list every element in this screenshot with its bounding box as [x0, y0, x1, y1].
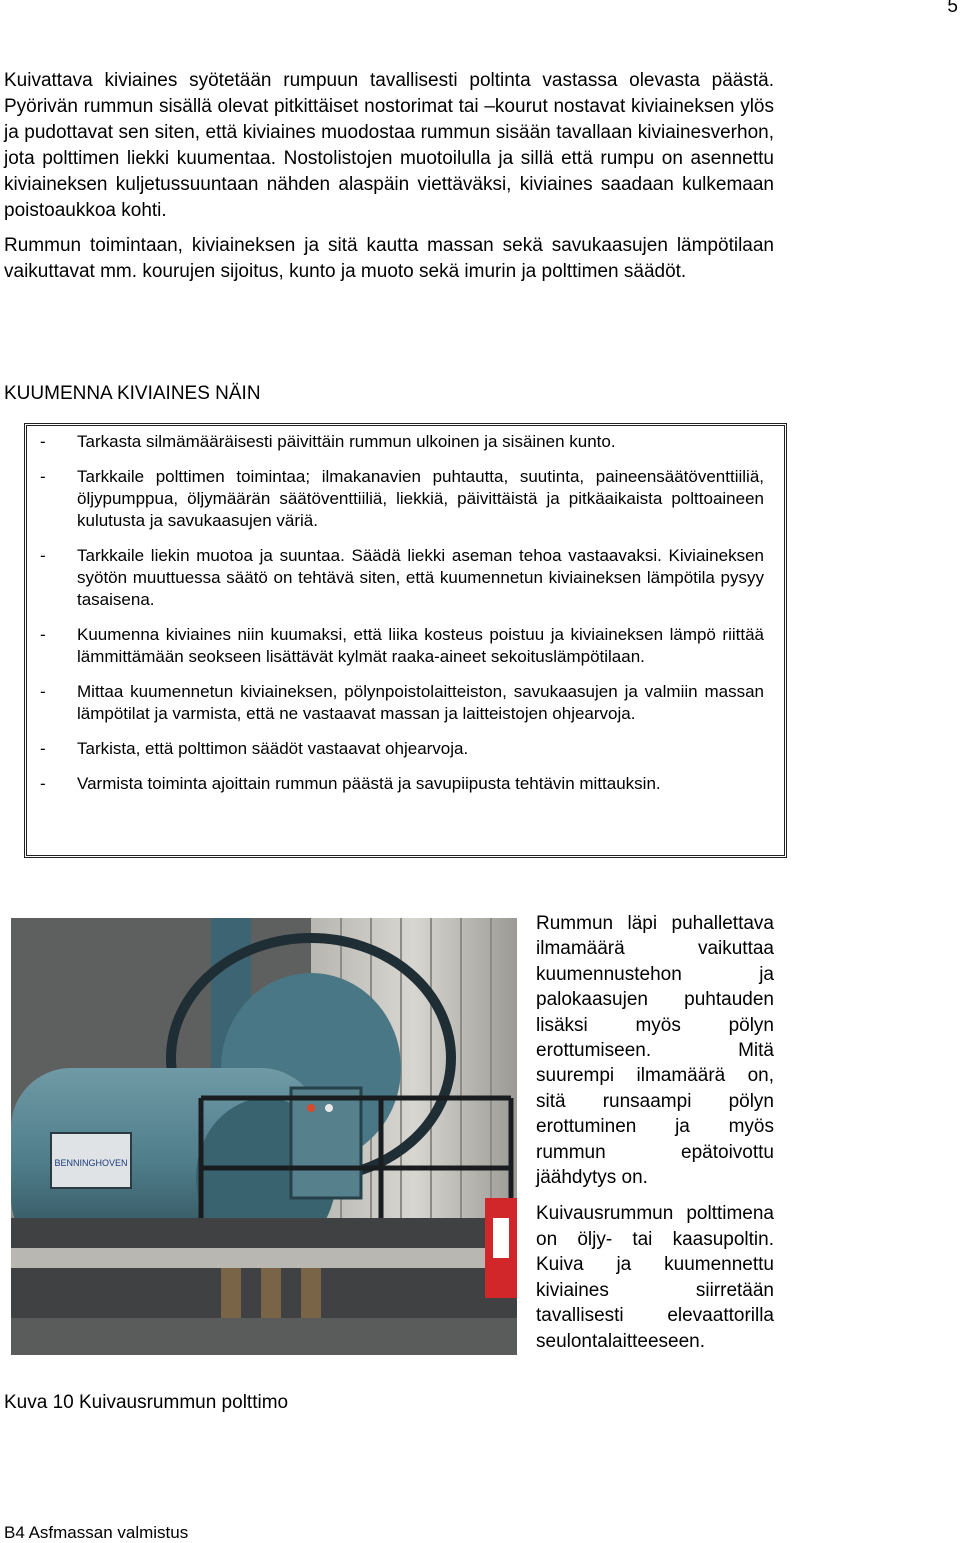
- instruction-text: Kuumenna kiviaines niin kuumaksi, että liika kosteus poistuu ja kiviaineksen lämpö riittää lämmittämään seokseen lisättävät kylmät raaka-aineet sekoituslämpötilaan.: [77, 625, 764, 666]
- list-dash: -: [40, 625, 46, 644]
- instruction-text: Tarkasta silmämääräisesti päivittäin rummun ulkoinen ja sisäinen kunto.: [77, 432, 616, 451]
- instruction-text: Tarkkaile polttimen toimintaa; ilmakanavien puhtautta, suutinta, paineensäätöventtiiliä, öljypumppua, öljymäärän säätöventtiiliä, liekkiä, päivittäistä ja pitkäaikaista polttoaineen kulutusta ja savukaasujen väriä.: [77, 467, 764, 530]
- burner-photo-illustration: [11, 918, 517, 1355]
- sidebar-paragraph: Rummun läpi puhallettava ilmamäärä vaikuttaa kuumennustehon ja palokaasujen puhtauden lisäksi myös pölyn erottumiseen. Mitä suurempi ilmamäärä on, sitä runsaampi pölyn erottuminen ja myös rummun epätoivottu jäähdytys on.: [536, 913, 774, 1189]
- instruction-item: [40, 773, 764, 795]
- intro-paragraph: Kuivattava kiviaines syötetään rumpuun tavallisesti poltinta vastassa olevasta päästä. Pyörivän rummun sisällä olevat pitkittäiset nostorimat tai –kourut nostavat kiviaineksen ylös ja pudottavat sen siten, että kiviaines muodostaa rummun sisään tavallaan kiviainesverhon, jota polttimen liekki kuumentaa. Nostolistojen muotoilulla ja sillä että rumpu on asennettu kiviaineksen kuljetussuuntaan nähden alaspäin viettäväksi, kiviaines saadaan kulkemaan poistoaukkoa kohti.: [4, 70, 774, 221]
- intro-text: [4, 68, 774, 294]
- instruction-text: Varmista toiminta ajoittain rummun päästä ja savupiipusta tehtävin mittauksin.: [77, 774, 661, 793]
- list-dash: -: [40, 774, 46, 793]
- list-dash: -: [40, 546, 46, 565]
- page-footer: B4 Asfmassan valmistus: [4, 1523, 189, 1542]
- page-number: 5: [947, 0, 958, 17]
- instructions-heading: KUUMENNA KIVIAINES NÄIN: [4, 383, 261, 404]
- burner-photo: [11, 918, 517, 1355]
- intro-paragraph: Rummun toimintaan, kiviaineksen ja sitä kautta massan sekä savukaasujen lämpötilaan vaikuttavat mm. kourujen sijoitus, kunto ja muoto sekä imurin ja polttimen säädöt.: [4, 235, 774, 282]
- sidebar-text: [536, 911, 774, 1365]
- instruction-text: Mittaa kuumennetun kiviaineksen, pölynpoistolaitteiston, savukaasujen ja valmiin massan lämpötilat ja varmista, että ne vastaavat massan ja laitteistojen ohjearvoja.: [77, 682, 764, 723]
- instruction-text: Tarkkaile liekin muotoa ja suuntaa. Säädä liekki aseman tehoa vastaavaksi. Kiviaineksen syötön muuttuessa säätö on tehtävä siten, että kuumennetun kiviaineksen lämpötila pysyy tasaisena.: [77, 546, 764, 609]
- instruction-text: Tarkista, että polttimon säädöt vastaavat ohjearvoja.: [77, 739, 469, 758]
- instruction-item: [40, 545, 764, 611]
- list-dash: -: [40, 467, 46, 486]
- instructions-box: [24, 423, 787, 858]
- list-dash: -: [40, 739, 46, 758]
- figure-caption: Kuva 10 Kuivausrummun polttimo: [4, 1392, 289, 1413]
- sidebar-paragraph: Kuivausrummun polttimena on öljy- tai kaasupoltin. Kuiva ja kuumennettu kiviaines siirretään tavallisesti elevaattorilla seulontalaitteeseen.: [536, 1203, 774, 1352]
- instruction-item: [40, 431, 764, 453]
- instruction-item: [40, 624, 764, 668]
- instructions-list: [40, 431, 764, 795]
- list-dash: -: [40, 432, 46, 451]
- logo-text: BENNINGHOVEN: [54, 1158, 128, 1168]
- instruction-item: [40, 738, 764, 760]
- instruction-item: [40, 466, 764, 532]
- instruction-item: [40, 681, 764, 725]
- list-dash: -: [40, 682, 46, 701]
